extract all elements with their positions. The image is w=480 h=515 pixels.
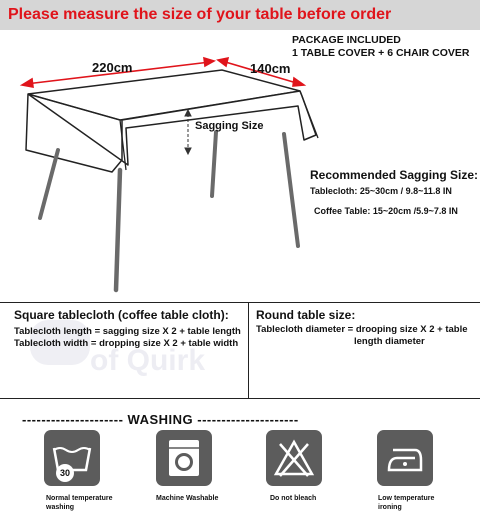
bleach-label: [270, 494, 316, 503]
wash-label-line2: washing: [46, 504, 75, 511]
divider-bottom: [0, 398, 480, 399]
header-banner: [0, 0, 480, 30]
round-formula-line1: Tablecloth diameter = drooping size X 2 + table: [256, 324, 468, 335]
machine-label-line1: Machine Washable: [156, 495, 219, 502]
iron-low-icon: [377, 430, 433, 486]
divider-vertical: [248, 303, 249, 398]
sagging-label: Sagging Size: [195, 120, 264, 132]
iron-label-line1: Low temperature: [378, 495, 435, 502]
package-title: PACKAGE INCLUDED: [292, 34, 401, 46]
square-width-formula: Tablecloth width = dropping size X 2 + table width: [14, 338, 239, 349]
svg-text:of Quirk: of Quirk: [90, 344, 206, 377]
header-title: Please measure the size of your table before order: [8, 6, 392, 23]
wash-30-icon: [44, 430, 100, 486]
washing-heading: --------------------- WASHING ---------------------: [22, 412, 299, 427]
table-diagram: [0, 30, 480, 300]
round-formula-line2: length diameter: [354, 336, 425, 347]
iron-label-line2: ironing: [378, 504, 402, 511]
recommended-tablecloth: Tablecloth: 25~30cm / 9.8~11.8 IN: [310, 186, 452, 196]
recommended-title: Recommended Sagging Size:: [310, 168, 479, 182]
washing-machine-icon: [156, 430, 212, 486]
wash-label-line1: Normal temperature: [46, 495, 113, 502]
square-title: Square tablecloth (coffee table cloth):: [14, 308, 229, 322]
iron-label: [378, 494, 434, 512]
wash-label: [46, 494, 113, 512]
machine-label: [156, 494, 218, 503]
divider-top: [0, 302, 480, 303]
length-label: 220cm: [92, 60, 133, 75]
round-title: Round table size:: [256, 308, 356, 322]
wash-temperature: 30: [56, 464, 74, 482]
package-contents: 1 TABLE COVER + 6 CHAIR COVER: [292, 47, 470, 59]
bleach-label-line1: Do not bleach: [270, 495, 317, 502]
recommended-coffee-table: Coffee Table: 15~20cm /5.9~7.8 IN: [314, 206, 458, 216]
square-length-formula: Tablecloth length = sagging size X 2 + table length: [14, 326, 241, 337]
width-label: 140cm: [250, 61, 291, 76]
no-bleach-icon: [266, 430, 322, 486]
